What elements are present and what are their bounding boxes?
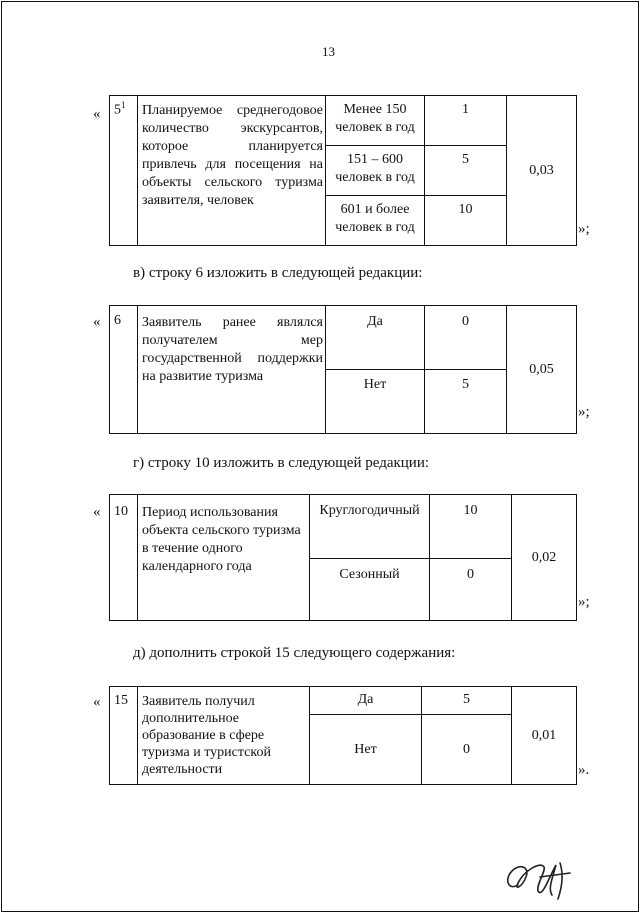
option-label: Нет: [310, 715, 422, 785]
weight-value: 0,03: [507, 96, 577, 246]
close-quote: »;: [578, 221, 590, 237]
weight-value: 0,02: [512, 495, 577, 621]
option-points: 5: [425, 370, 507, 434]
row-number: 6: [110, 306, 138, 434]
close-quote: »;: [578, 404, 590, 420]
criteria-table-row10: [109, 494, 577, 621]
option-label: Сезонный: [310, 559, 430, 621]
page-number: 13: [322, 44, 335, 59]
signature-mark: [500, 855, 580, 903]
row-number: $5^1$: [110, 96, 138, 246]
option-label: Менее 150 человек в год: [326, 96, 425, 146]
row-number: 15: [110, 687, 138, 785]
open-quote: «: [93, 314, 101, 330]
option-points: 0: [422, 715, 512, 785]
row-number: 10: [110, 495, 138, 621]
option-points: 5: [425, 146, 507, 196]
criteria-table-row15: [109, 686, 577, 785]
criterion-text: Планируемое среднегодовое количество экскурсантов, которое планируется привлечь для посещения на объекты сельского туризма заявителя, человек: [138, 96, 326, 246]
paragraph-d: д) дополнить строкой 15 следующего содержания:: [133, 645, 456, 661]
open-quote: «: [93, 504, 101, 520]
option-label: 601 и более человек в год: [326, 196, 425, 246]
option-label: Да: [310, 687, 422, 715]
option-label: 151 – 600 человек в год: [326, 146, 425, 196]
option-points: 10: [425, 196, 507, 246]
weight-value: 0,05: [507, 306, 577, 434]
paragraph-g: г) строку 10 изложить в следующей редакции:: [133, 455, 430, 471]
open-quote: «: [93, 106, 101, 122]
option-points: 10: [430, 495, 512, 559]
open-quote: «: [93, 694, 101, 710]
paragraph-v: в) строку 6 изложить в следующей редакции:: [133, 265, 423, 281]
weight-value: 0,01: [512, 687, 577, 785]
option-points: 5: [422, 687, 512, 715]
criterion-text: Заявитель ранее являлся получателем мер государственной поддержки на развитие туризма: [138, 306, 326, 434]
criterion-text: Заявитель получил дополнительное образование в сфере туризма и туристской деятельности: [138, 687, 310, 785]
option-points: 0: [425, 306, 507, 370]
criteria-table-row5: [109, 95, 577, 246]
option-label: Да: [326, 306, 425, 370]
option-label: Нет: [326, 370, 425, 434]
criterion-text: Период использования объекта сельского туризма в течение одного календарного года: [138, 495, 310, 621]
close-quote: »;: [578, 594, 590, 610]
option-label: Круглогодичный: [310, 495, 430, 559]
criteria-table-row6: [109, 305, 577, 434]
option-points: 1: [425, 96, 507, 146]
close-quote: ».: [578, 762, 590, 778]
option-points: 0: [430, 559, 512, 621]
